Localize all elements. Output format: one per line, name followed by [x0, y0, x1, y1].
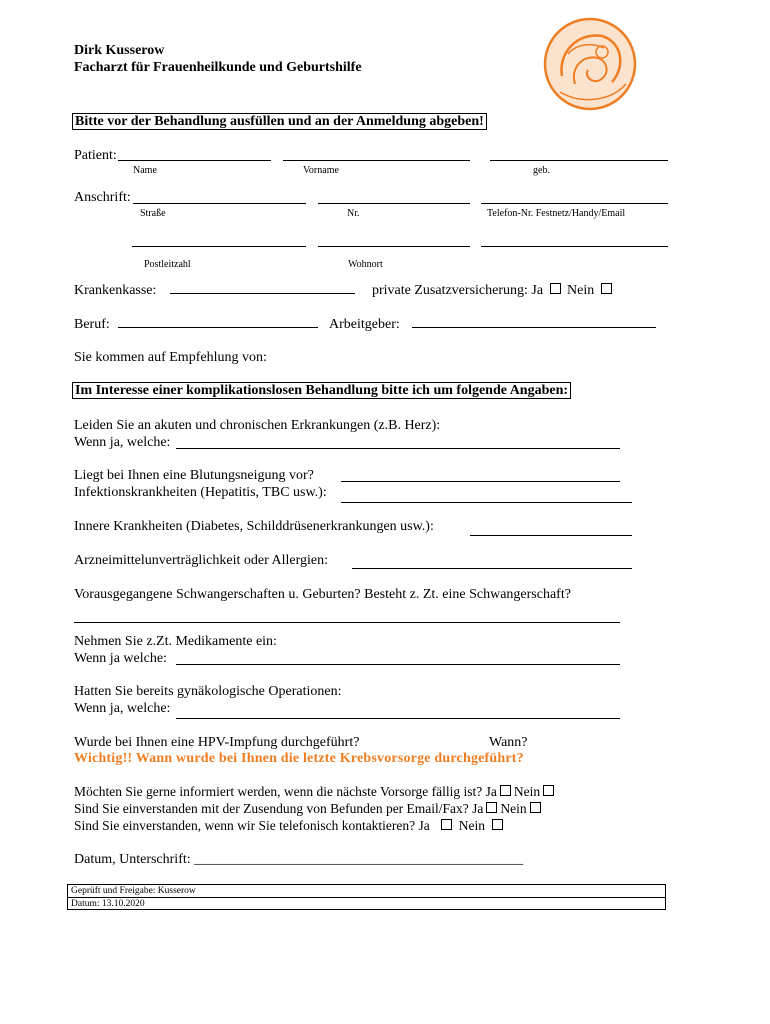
geb-caption: geb. — [533, 165, 550, 176]
phone-caption: Telefon-Nr. Festnetz/Handy/Email — [487, 208, 626, 219]
question-medication-which: Wenn ja welche: — [74, 651, 167, 666]
question-bleeding: Liegt bei Ihnen eine Blutungsneigung vor? — [74, 468, 314, 483]
consent-results-yes-checkbox[interactable] — [486, 802, 497, 813]
approval-footer — [67, 884, 666, 910]
question-infections: Infektionskrankheiten (Hepatitis, TBC usw.): — [74, 485, 327, 500]
consent-phone-text: Sind Sie einverstanden, wenn wir Sie telefonisch kontaktieren? Ja — [74, 818, 430, 833]
consent-reminder-text: Möchten Sie gerne informiert werden, wenn die nächste Vorsorge fällig ist? Ja — [74, 784, 497, 799]
question-allergies: Arzneimittelunverträglichkeit oder Allergien: — [74, 553, 328, 568]
operations-field[interactable] — [176, 718, 620, 719]
instruction-text: Bitte vor der Behandlung ausfüllen und an der Anmeldung abgeben! — [72, 113, 487, 130]
referral-label: Sie kommen auf Empfehlung von: — [74, 350, 267, 365]
address-extra-field[interactable] — [481, 246, 668, 247]
address-label: Anschrift: — [74, 190, 131, 205]
consent-results-no-checkbox[interactable] — [530, 802, 541, 813]
allergies-field[interactable] — [352, 568, 632, 569]
question-pregnancies: Vorausgegangene Schwangerschaften u. Geburten? Besteht z. Zt. eine Schwangerschaft? — [74, 587, 571, 602]
question-internal-diseases: Innere Krankheiten (Diabetes, Schilddrüsenerkrankungen usw.): — [74, 519, 434, 534]
question-chronic-diseases: Leiden Sie an akuten und chronischen Erkrankungen (z.B. Herz): — [74, 418, 441, 433]
employer-label: Arbeitgeber: — [329, 317, 400, 332]
private-insurance-yes-checkbox[interactable] — [550, 283, 561, 294]
doctor-name: Dirk Kusserow — [74, 43, 165, 58]
question-operations: Hatten Sie bereits gynäkologische Operationen: — [74, 684, 342, 699]
patient-vorname-field[interactable] — [283, 160, 470, 161]
consent-phone-no-label: Nein — [458, 818, 486, 833]
chronic-diseases-field[interactable] — [176, 448, 620, 449]
phone-field[interactable] — [481, 203, 668, 204]
question-hpv: Wurde bei Ihnen eine HPV-Impfung durchgeführt? — [74, 735, 360, 750]
consent-phone-yes-checkbox[interactable] — [441, 819, 452, 830]
patient-name-field[interactable] — [118, 160, 271, 161]
question-medication: Nehmen Sie z.Zt. Medikamente ein: — [74, 634, 277, 649]
doctor-specialty: Facharzt für Frauenheilkunde und Geburtshilfe — [74, 60, 362, 75]
job-field[interactable] — [118, 327, 318, 328]
signature-row — [74, 852, 523, 868]
question-operations-which: Wenn ja, welche: — [74, 701, 171, 716]
question-hpv-when: Wann? — [489, 735, 528, 750]
ultrasound-fetus-logo-icon — [540, 14, 640, 112]
patient-label: Patient: — [74, 148, 117, 163]
postcode-caption: Postleitzahl — [144, 259, 191, 270]
house-number-field[interactable] — [318, 203, 470, 204]
signature-label: Datum, Unterschrift: — [74, 852, 195, 867]
medication-field[interactable] — [176, 664, 620, 665]
approval-text: Geprüft und Freigabe: Kusserow — [71, 886, 196, 896]
question-chronic-which: Wenn ja, welche: — [74, 435, 171, 450]
consent-reminder-no-checkbox[interactable] — [543, 785, 554, 796]
section-heading — [72, 383, 571, 399]
pregnancies-field[interactable] — [74, 622, 620, 623]
instruction-banner — [72, 114, 487, 130]
private-insurance-no-label: Nein — [567, 283, 595, 298]
city-field[interactable] — [318, 246, 470, 247]
insurance-label: Krankenkasse: — [74, 283, 157, 298]
employer-field[interactable] — [412, 327, 656, 328]
private-insurance-label: private Zusatzversicherung: Ja — [372, 283, 544, 298]
insurance-field[interactable] — [170, 293, 355, 294]
section-heading-text: Im Interesse einer komplikationslosen Behandlung bitte ich um folgende Angaben: — [72, 382, 571, 399]
internal-diseases-field[interactable] — [470, 535, 632, 536]
bleeding-field[interactable] — [341, 481, 620, 482]
vorname-caption: Vorname — [303, 165, 339, 176]
name-caption: Name — [133, 165, 157, 176]
consent-results-text: Sind Sie einverstanden mit der Zusendung von Befunden per Email/Fax? Ja — [74, 801, 484, 816]
nr-caption: Nr. — [347, 208, 360, 219]
approval-date: Datum: 13.10.2020 — [68, 897, 665, 910]
consent-phone-row — [74, 818, 506, 834]
patient-geb-field[interactable] — [490, 160, 668, 161]
private-insurance-no-checkbox[interactable] — [601, 283, 612, 294]
street-caption: Straße — [140, 208, 166, 219]
consent-reminder-no-label: Nein — [513, 784, 541, 799]
signature-field[interactable]: _______________________________________________ — [194, 852, 524, 867]
postcode-field[interactable] — [132, 246, 306, 247]
city-caption: Wohnort — [348, 259, 383, 270]
screening-warning: Wichtig!! Wann wurde bei Ihnen die letzte Krebsvorsorge durchgeführt? — [74, 751, 524, 766]
job-label: Beruf: — [74, 317, 110, 332]
private-insurance-row — [372, 283, 615, 299]
consent-results-row — [74, 801, 544, 817]
infections-field[interactable] — [341, 502, 632, 503]
consent-results-no-label: Nein — [500, 801, 527, 816]
street-field[interactable] — [133, 203, 306, 204]
consent-reminder-yes-checkbox[interactable] — [500, 785, 511, 796]
consent-reminder-row — [74, 784, 557, 800]
consent-phone-no-checkbox[interactable] — [492, 819, 503, 830]
